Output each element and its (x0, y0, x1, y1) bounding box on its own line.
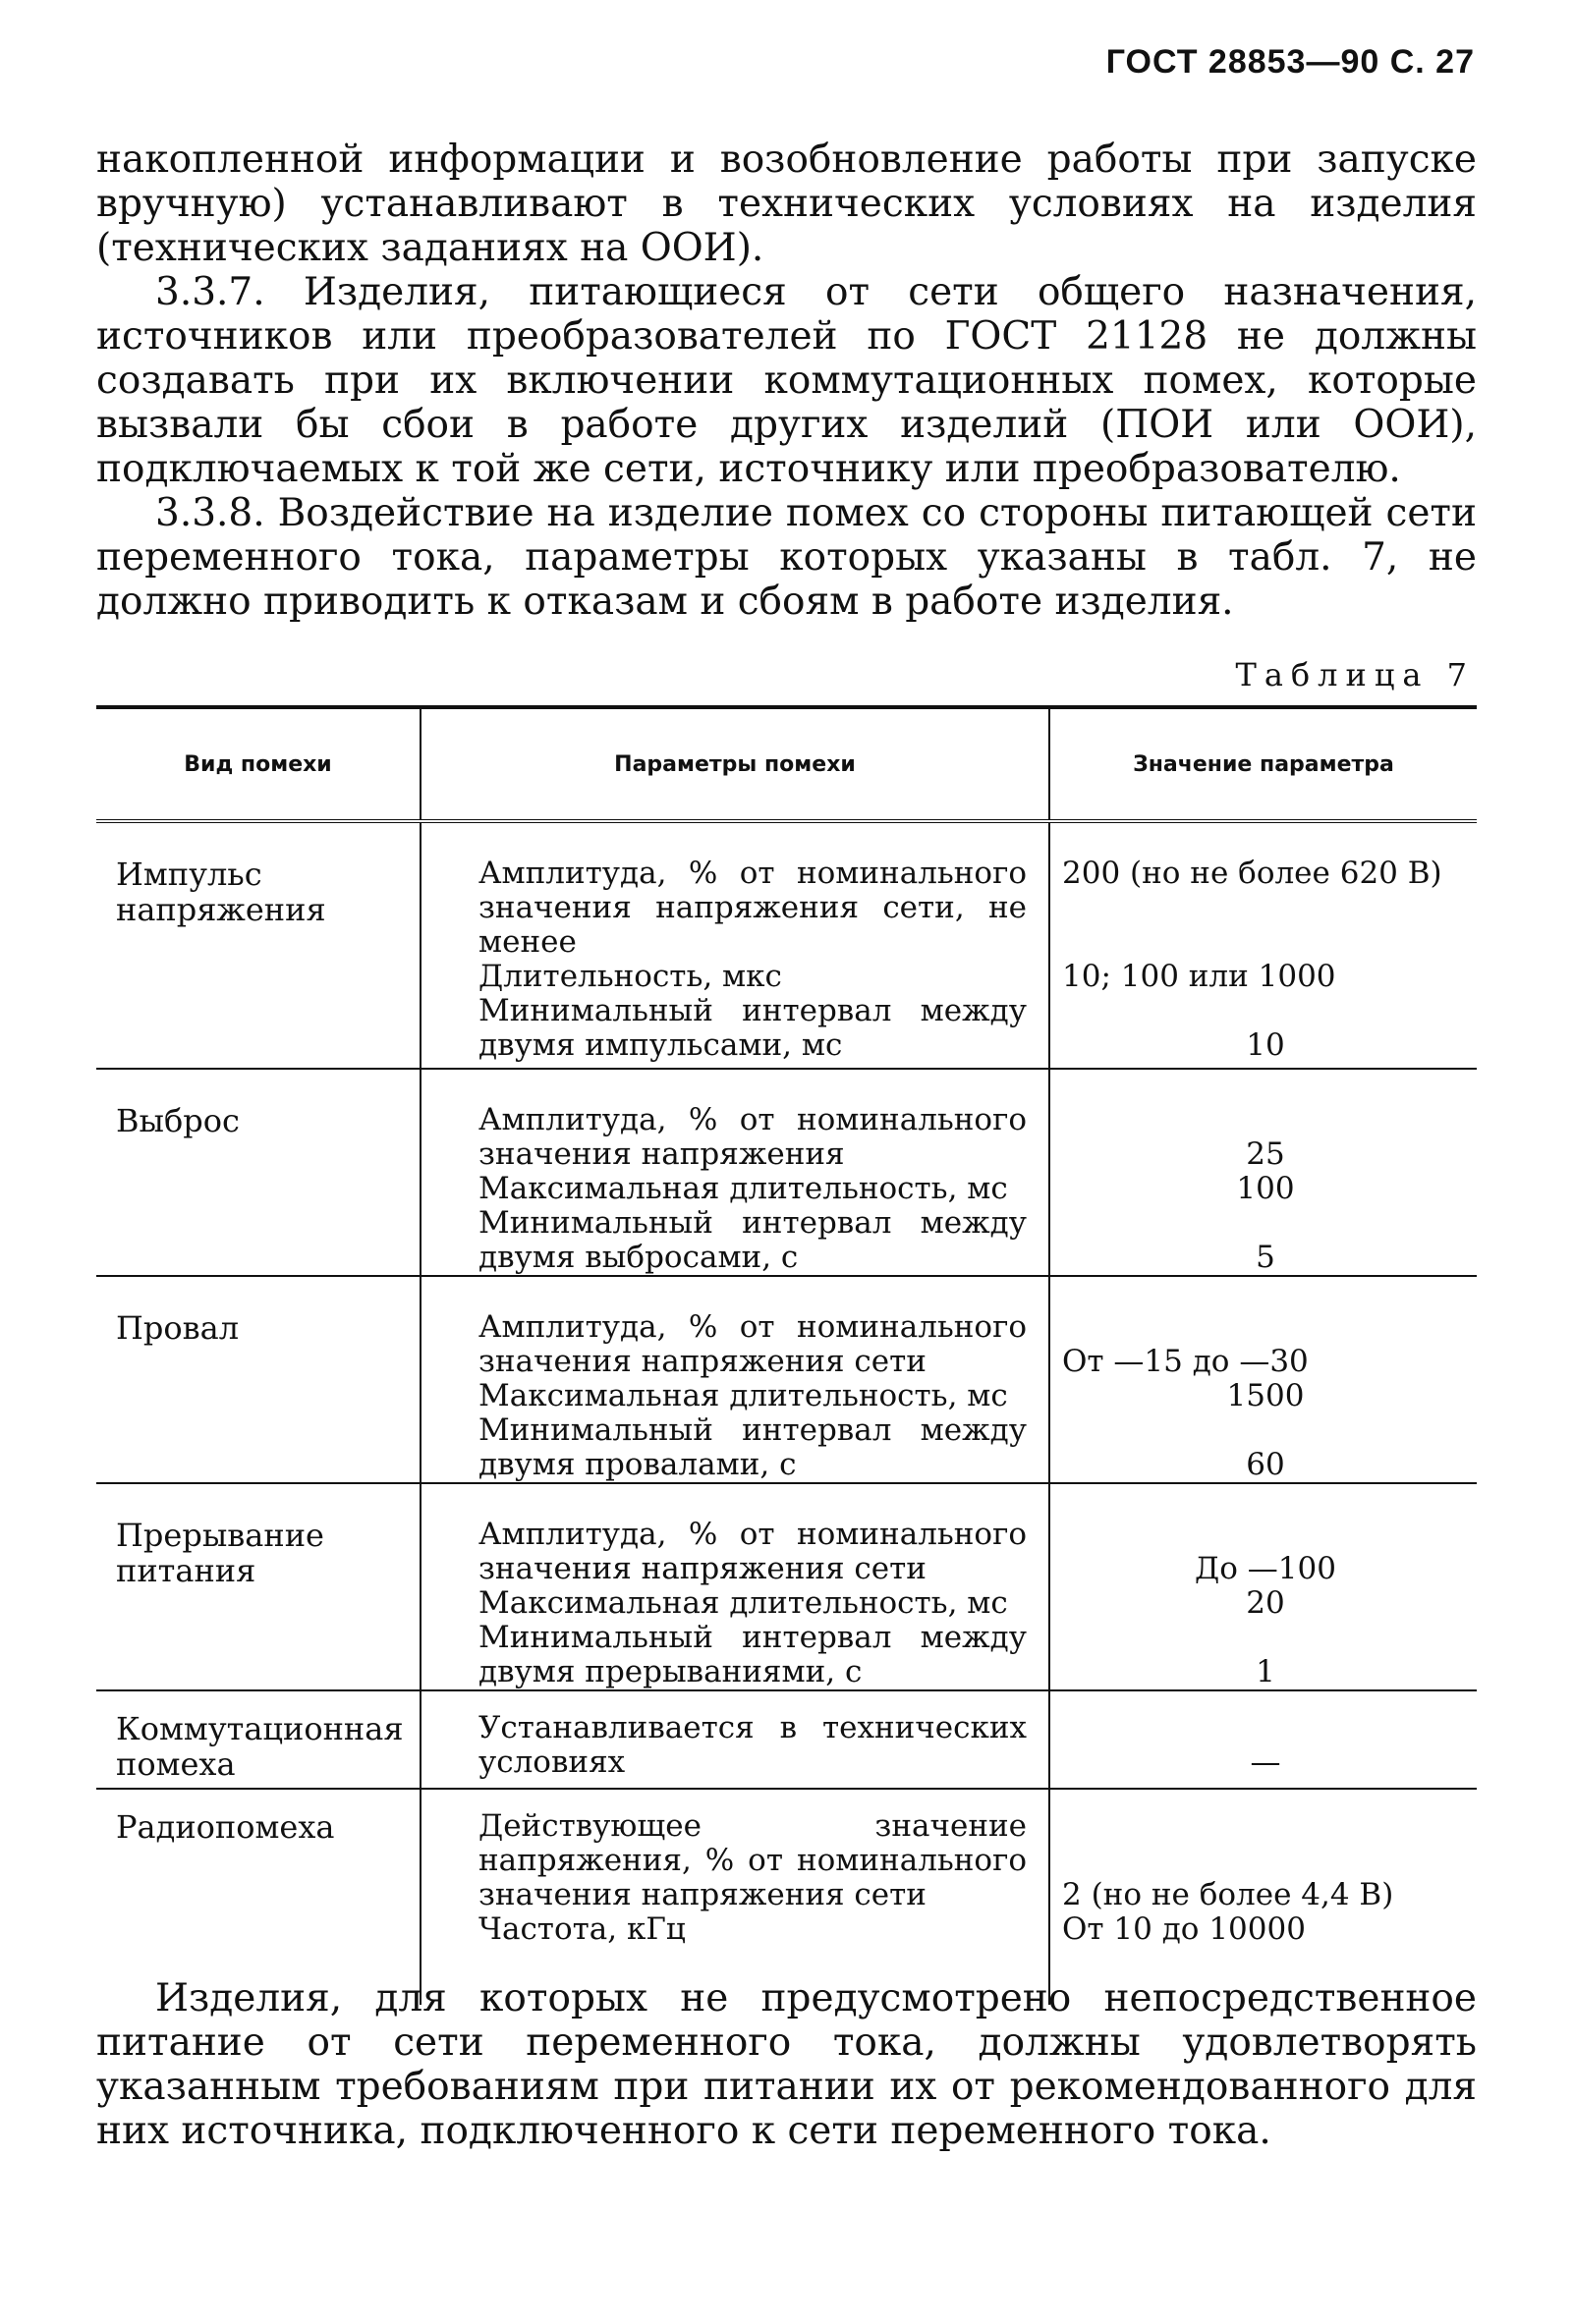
row-values (1049, 1069, 1477, 1276)
row-values (1049, 1690, 1477, 1789)
table-caption: Таблица 7 (1235, 656, 1475, 693)
param-interval: Минимальный интервал между двумя импульсами, мс (478, 993, 1027, 1063)
row-params (421, 1690, 1049, 1789)
param-voltage: Действующее значение напряжения, % от номинального значения напряжения сети (478, 1808, 1027, 1912)
row-kind: Коммутационная помеха (96, 1690, 421, 1789)
value-amplitude: До —100 (1195, 1551, 1336, 1586)
table-row (96, 1483, 1477, 1690)
row-params (421, 821, 1049, 1069)
param-interval: Минимальный интервал между двумя провалами, с (478, 1412, 1027, 1482)
value-interval: 60 (1246, 1447, 1285, 1482)
col-header-value: Значение параметра (1049, 707, 1477, 821)
bottom-text (96, 1976, 1477, 2153)
row-kind: Провал (96, 1276, 421, 1483)
row-values (1049, 821, 1477, 1069)
value-dash: — (1250, 1744, 1281, 1780)
value-interval: 5 (1256, 1240, 1275, 1275)
interference-table (96, 705, 1477, 2005)
top-text (96, 138, 1477, 624)
row-kind: Импульс напряжения (96, 821, 421, 1069)
table-row (96, 1069, 1477, 1276)
paragraph-3-3-8: 3.3.8. Воздействие на изделие помех со стороны питающей сети переменного тока, параметры которых указаны в табл. 7, не должно приводить к отказам и сбоям в работе изделия. (96, 491, 1477, 624)
row-values (1049, 1789, 1477, 2005)
row-params (421, 1483, 1049, 1690)
row-params (421, 1069, 1049, 1276)
value-frequency: От 10 до 10000 (1062, 1911, 1306, 1947)
paragraph-3-3-7: 3.3.7. Изделия, питающиеся от сети общего назначения, источников или преобразователей по ГОСТ 21128 не должны создавать при их включении коммутационных помех, которые вызвали бы сбои в работе других изделий (ПОИ или ООИ), подключаемых к той же сети, источнику или преобразователю. (96, 270, 1477, 491)
table-row (96, 821, 1477, 1069)
paragraph-note: Изделия, для которых не предусмотрено непосредственное питание от сети переменного тока, должны удовлетворять указанным требованиям при питании их от рекомендованного для них источника, подключенного к сети переменного тока. (96, 1976, 1477, 2153)
table-row (96, 1690, 1477, 1789)
param-duration: Максимальная длительность, мс (478, 1585, 1008, 1621)
param-amplitude: Амплитуда, % от номинального значения напряжения сети, не менее (478, 856, 1027, 960)
paragraph-continuation: накопленной информации и возобновление работы при запуске вручную) устанавливают в технических условиях на изделия (технических заданиях на ООИ). (96, 138, 1477, 270)
param-amplitude: Амплитуда, % от номинального значения напряжения сети (478, 1517, 1027, 1586)
table-header-row (96, 707, 1477, 821)
value-amplitude: 200 (но не более 620 В) (1062, 856, 1442, 891)
param-interval: Минимальный интервал между двумя прерываниями, с (478, 1620, 1027, 1689)
row-values (1049, 1276, 1477, 1483)
row-kind: Выброс (96, 1069, 421, 1276)
param-interval: Минимальный интервал между двумя выбросами, с (478, 1205, 1027, 1275)
value-duration: 1500 (1226, 1378, 1305, 1413)
param-duration: Максимальная длительность, мс (478, 1378, 1008, 1413)
value-duration: 20 (1246, 1585, 1285, 1621)
value-amplitude: 25 (1246, 1136, 1285, 1172)
row-kind: Прерывание питания (96, 1483, 421, 1690)
param-amplitude: Амплитуда, % от номинального значения напряжения (478, 1102, 1027, 1172)
row-params (421, 1789, 1049, 2005)
value-interval: 1 (1256, 1654, 1275, 1689)
param-amplitude: Амплитуда, % от номинального значения напряжения сети (478, 1309, 1027, 1379)
table-row (96, 1789, 1477, 2005)
param-duration: Максимальная длительность, мс (478, 1171, 1008, 1206)
page-header: ГОСТ 28853—90 С. 27 (1105, 43, 1475, 81)
param-frequency: Частота, кГц (478, 1911, 686, 1947)
col-header-kind: Вид помехи (96, 707, 421, 821)
row-kind: Радиопомеха (116, 1808, 335, 1846)
param-setting: Устанавливается в технических условиях (478, 1710, 1027, 1780)
value-interval: 10 (1246, 1027, 1285, 1063)
row-params (421, 1276, 1049, 1483)
table-row (96, 1276, 1477, 1483)
col-header-params: Параметры помехи (421, 707, 1049, 821)
value-duration: 10; 100 или 1000 (1062, 959, 1336, 994)
row-values (1049, 1483, 1477, 1690)
param-duration: Длительность, мкс (478, 959, 782, 994)
value-voltage: 2 (но не более 4,4 В) (1062, 1877, 1394, 1912)
value-duration: 100 (1236, 1171, 1295, 1206)
value-amplitude: От —15 до —30 (1062, 1344, 1309, 1379)
